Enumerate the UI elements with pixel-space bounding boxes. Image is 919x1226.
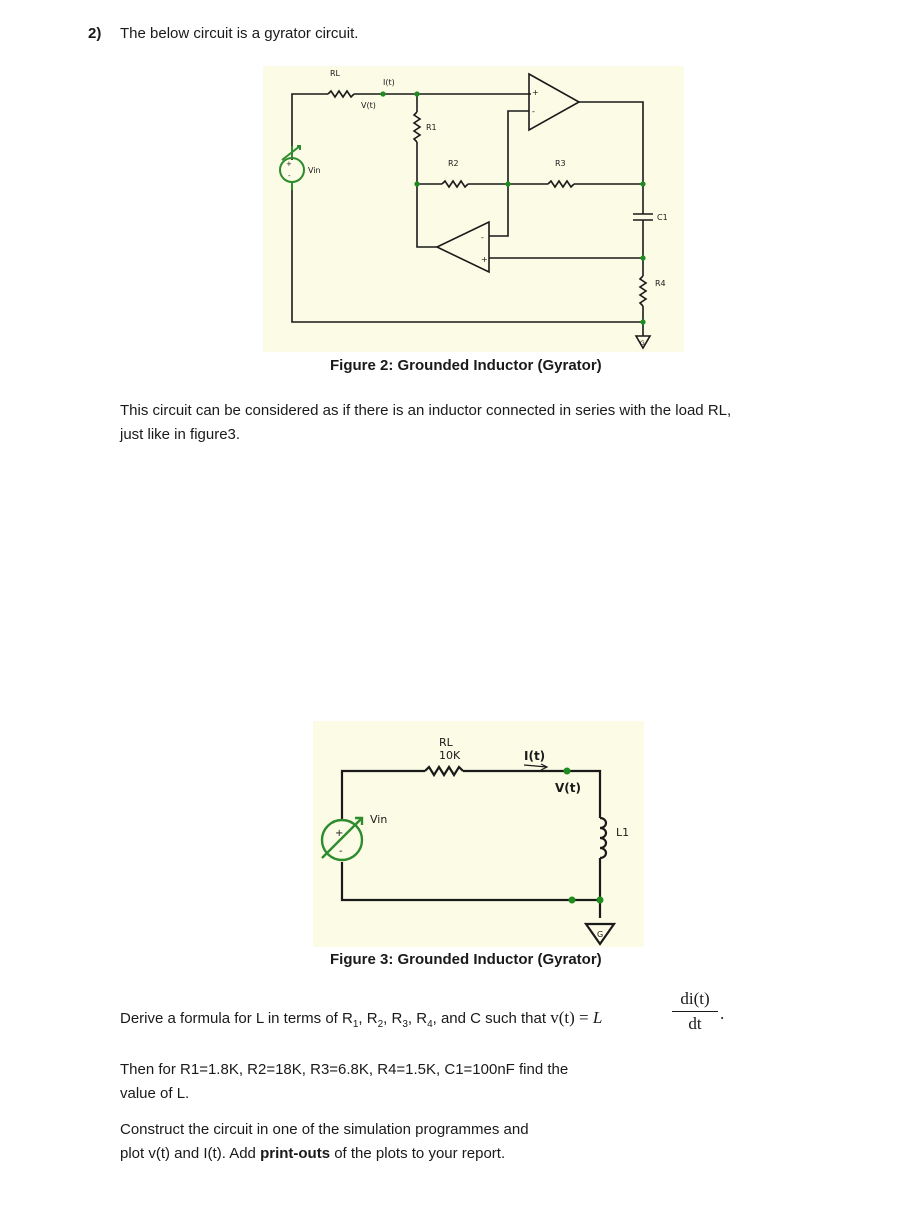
node-r3-right [640, 181, 645, 186]
equation-l: L [592, 1008, 603, 1027]
figure-3-inductor-circuit [313, 721, 644, 947]
label-rl: RL [330, 69, 341, 78]
label-it: I(t) [383, 78, 395, 87]
wire-opamp-top-inv [508, 111, 529, 184]
opamp-top-minus: - [532, 107, 535, 116]
source-plus: + [335, 828, 344, 839]
node-r1-top [414, 91, 419, 96]
node-return [569, 897, 576, 904]
label-r4: R4 [655, 279, 666, 288]
r4-resistor [640, 276, 646, 306]
question-number: 2) [88, 25, 102, 42]
opamp-bottom-minus: - [481, 233, 484, 242]
label-r3: R3 [555, 159, 566, 168]
node-r2-r3 [505, 181, 510, 186]
values-line-2: value of L. [120, 1085, 190, 1102]
label-vin: Vin [308, 166, 321, 175]
ground-label: G [640, 340, 645, 347]
node-ground [640, 319, 645, 324]
wire-return [292, 184, 643, 322]
equation-period: . [720, 1004, 725, 1023]
wire-opamp-bottom-out [417, 184, 437, 247]
r3-resistor [548, 181, 574, 187]
label-vin: Vin [370, 813, 388, 826]
node-vt [564, 768, 571, 775]
label-vt: V(t) [361, 101, 376, 110]
construct-line-2: plot v(t) and I(t). Add print-outs of the plots to your report. [120, 1145, 506, 1162]
figure-2-gyrator-circuit [263, 66, 684, 352]
opamp-top [529, 74, 579, 130]
print-outs-bold: print-outs [260, 1145, 331, 1162]
source-plus: + [286, 160, 292, 168]
opamp-bottom [437, 222, 489, 272]
paragraph-line-1: This circuit can be considered as if there is an inductor connected in series with the load RL, [120, 402, 732, 419]
construct-line-1: Construct the circuit in one of the simulation programmes and [120, 1121, 529, 1138]
label-r1: R1 [426, 123, 437, 132]
question-title: The below circuit is a gyrator circuit. [120, 25, 359, 42]
wire-opamp-bottom-inv [489, 184, 508, 236]
source-minus: - [288, 172, 291, 180]
wire-vin-top [292, 94, 328, 160]
node-r2-left [414, 181, 419, 186]
wire-return [342, 862, 600, 900]
vin-source [280, 146, 304, 190]
values-paragraph [120, 1058, 640, 1106]
paragraph-series-inductor [120, 399, 860, 447]
source-minus: - [339, 846, 343, 857]
label-rl: RL [439, 736, 453, 749]
label-c1: C1 [657, 213, 668, 222]
r2-resistor [442, 181, 468, 187]
fraction-denominator: dt [672, 1011, 718, 1034]
node-c1-r4 [640, 255, 645, 260]
label-rl-value: 10K [439, 749, 461, 762]
derive-formula-text: Derive a formula for L in terms of $R_1$, $R_2$, $R_3$, $R_4$, and C such that v(t) = L [120, 1008, 603, 1030]
label-vt: V(t) [555, 781, 581, 795]
construct-paragraph [120, 1118, 640, 1166]
node-vt-top [380, 91, 385, 96]
paragraph-line-2: just like in figure3. [120, 426, 241, 443]
equation-lhs: v(t) = [550, 1008, 593, 1027]
rl-resistor [328, 91, 354, 97]
opamp-bottom-plus: + [481, 255, 488, 264]
r1-resistor [414, 112, 420, 142]
current-arrow [524, 764, 547, 770]
l1-inductor [600, 818, 606, 858]
wire-opamp-top-out [579, 102, 643, 184]
ground-label: G [597, 930, 604, 939]
label-it: I(t) [524, 749, 546, 763]
opamp-top-plus: + [532, 88, 539, 97]
fraction-numerator: di(t) [680, 989, 710, 1008]
figure-3-caption: Figure 3: Grounded Inductor (Gyrator) [330, 951, 602, 968]
rl-resistor [425, 767, 463, 775]
label-r2: R2 [448, 159, 459, 168]
node-ground [597, 897, 604, 904]
label-l1: L1 [616, 826, 630, 839]
figure-2-caption: Figure 2: Grounded Inductor (Gyrator) [330, 357, 602, 374]
fraction [672, 989, 718, 1034]
values-line-1: Then for R1=1.8K, R2=18K, R3=6.8K, R4=1.5K, C1=100nF find the [120, 1061, 569, 1078]
